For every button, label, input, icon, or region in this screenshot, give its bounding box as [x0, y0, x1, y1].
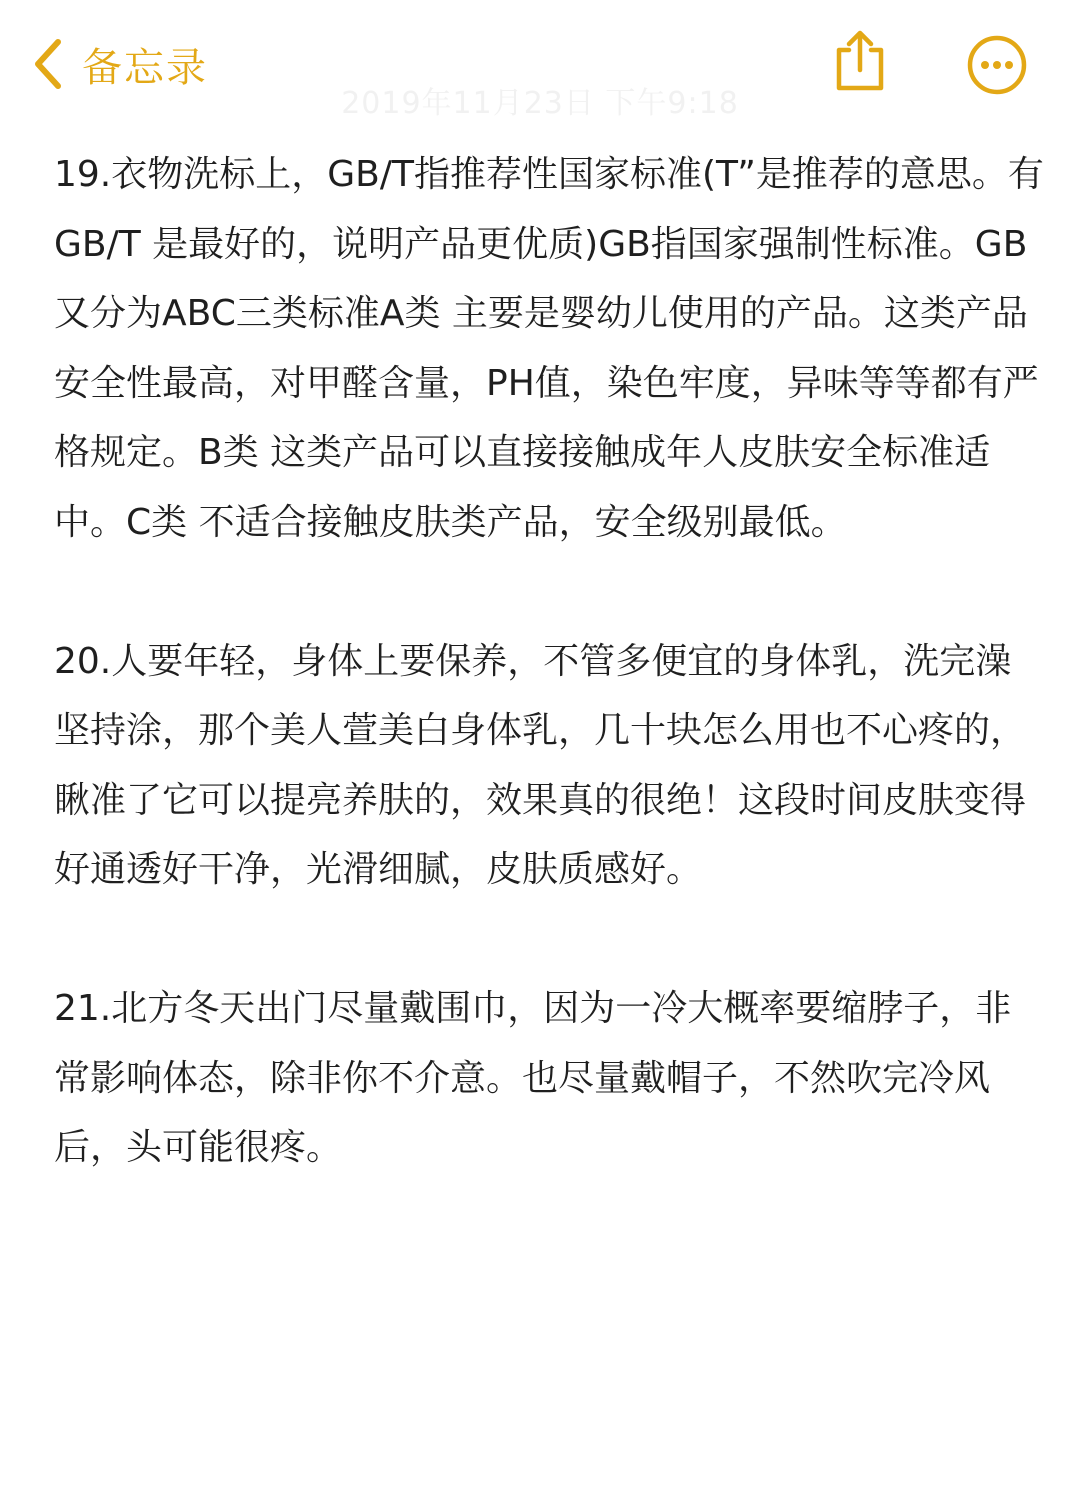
note-body[interactable] [54, 140, 1044, 1183]
note-paragraph-21: 21.北方冬天出门尽量戴围巾，因为一冷大概率要缩脖子，非常影响体态，除非你不介意。也尽量戴帽子，不然吹完冷风后，头可能很疼。 [54, 988, 1012, 1168]
share-icon[interactable] [830, 28, 890, 94]
paragraph-spacer [54, 557, 1044, 627]
note-date: 2019年11月23日 下午9:18 [341, 86, 739, 121]
navigation-bar [0, 0, 1080, 130]
paragraph-spacer [54, 905, 1044, 975]
more-horizontal-icon[interactable] [966, 34, 1028, 96]
note-paragraph-19: 19.衣物洗标上，GB/T指推荐性国家标准(T”是推荐的意思。有GB/T 是最好的，说明产品更优质)GB指国家强制性标准。GB 又分为ABC三类标准A类 主要是婴幼儿使用的产品。这类产品安全性最高，对甲醛含量，PH值，染色牢度，异味等等都有严格规定。B类 这类产品可以直接接触成年人皮肤安全标准适中。C类 不适合接触皮肤类产品，安全级别最低。 [54, 154, 1044, 543]
back-label: 备忘录 [82, 44, 208, 91]
note-paragraph-20: 20.人要年轻，身体上要保养，不管多便宜的身体乳，洗完澡坚持涂，那个美人萱美白身体乳，几十块怎么用也不心疼的，瞅准了它可以提亮养肤的，效果真的很绝！这段时间皮肤变得好通透好干净，光滑细腻，皮肤质感好。 [54, 640, 1027, 890]
